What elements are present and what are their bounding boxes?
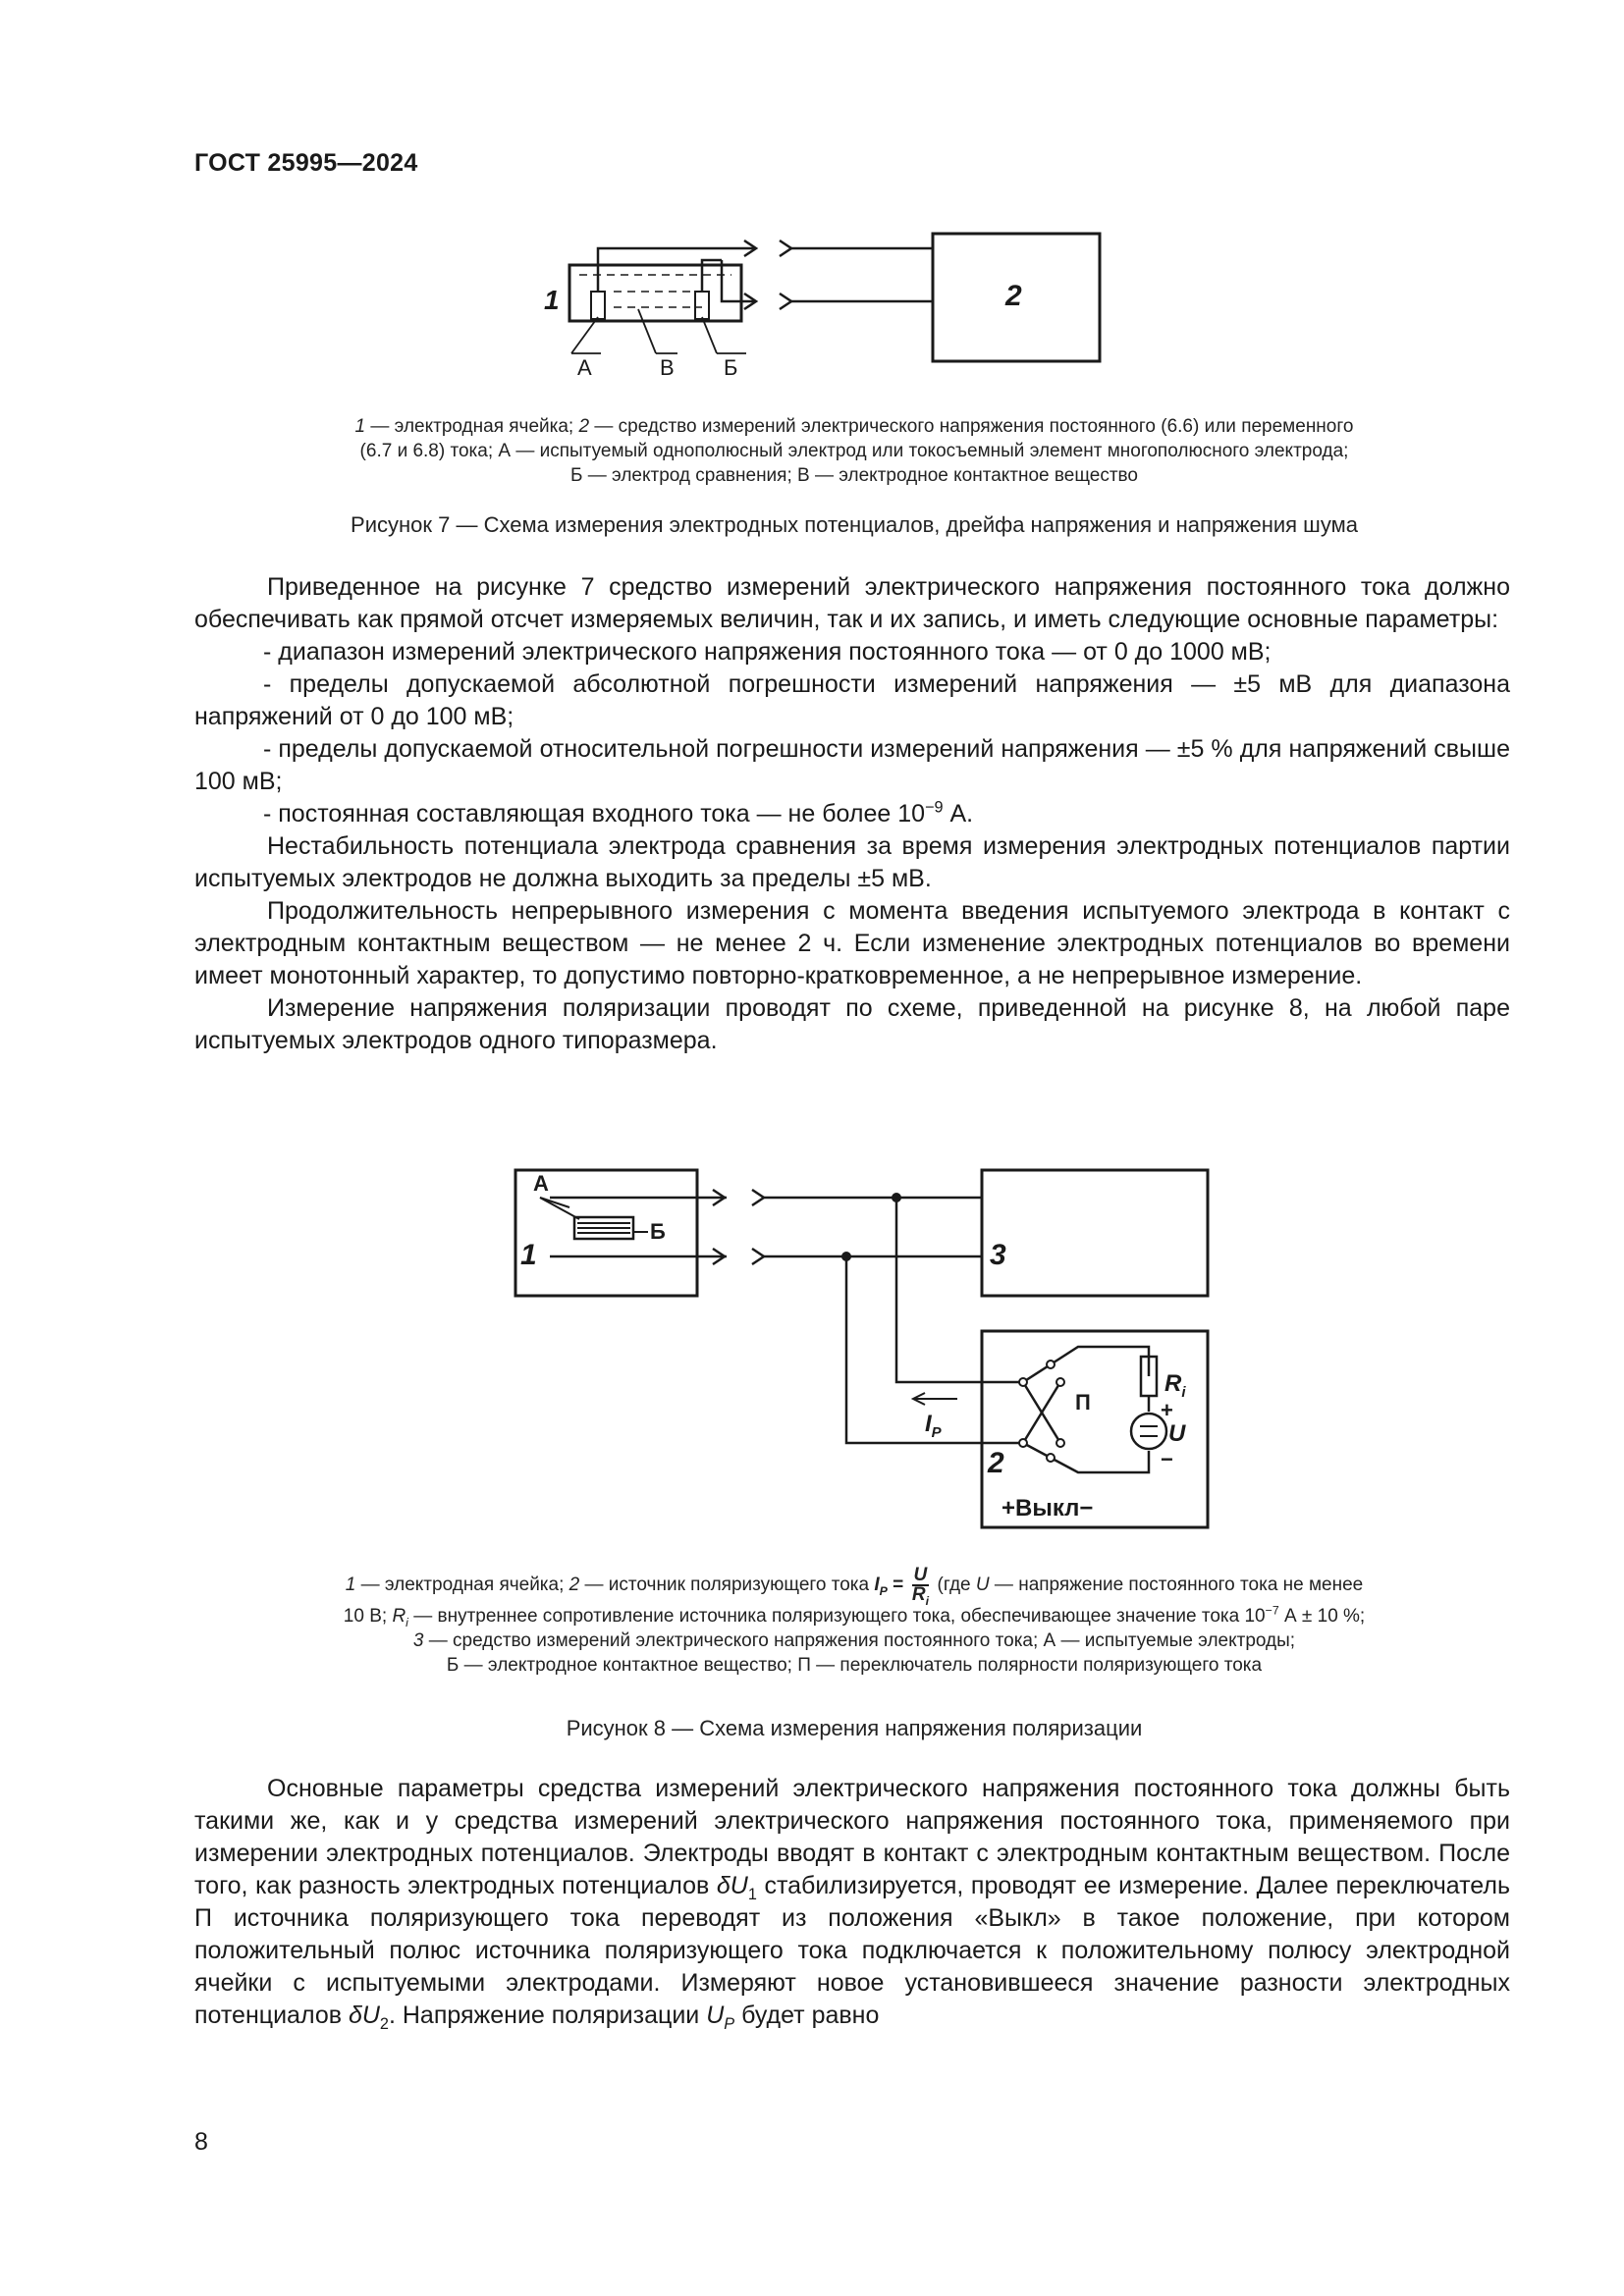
fig8-label-b: Б: [650, 1219, 666, 1244]
fig7-label-b: Б: [724, 355, 738, 380]
paragraph: Приведенное на рисунке 7 средство измерений электрического напряжения постоянного тока должно обеспечивать как прямой отсчет измеряемых величин, так и их запись, и иметь следующие основные параметры:: [194, 573, 1510, 633]
electrode-cell: [569, 265, 741, 321]
figure-7-caption: Рисунок 7 — Схема измерения электродных потенциалов, дрейфа напряжения и напряжения шума: [351, 512, 1358, 537]
fig7-label-2: 2: [1005, 280, 1022, 312]
figure-7-diagram: [530, 221, 1198, 388]
body-text-1: [194, 571, 1510, 1057]
fig8-label-plus: +: [1161, 1398, 1173, 1422]
electrode-b: [695, 292, 709, 319]
fig7-label-a: А: [577, 355, 592, 380]
wire-a: [598, 248, 756, 292]
figure-8-diagram: [501, 1158, 1227, 1541]
figure-7-legend: 1 — электродная ячейка; 2 — средство измерений электрического напряжения постоянного (6.6) или переменного (6.7 и 6.8) тока; А — испытуемый однополюсный электрод или токосъемный элемент многополюсного электрода; Б — электрод сравнения; В — электродное контактное вещество: [354, 416, 1354, 486]
fig8-label-1: 1: [520, 1239, 537, 1271]
paragraph: Основные параметры средства измерений электрического напряжения постоянного тока должны быть такими же, как и у средства измерений электрического напряжения постоянного тока, применяемого при измерении электродных потенциалов. Электроды вводят в контакт с электродным контактным веществом. После того, как разность электродных потенциалов $\delta U_1$ стабилизируется, проводят ее измерение. Далее переключатель П источника поляризующего тока переводят из положения «Выкл» в такое положение, при котором положительный полюс источника поляризующего тока подключается к положительному полюсу электродной ячейки с испытуемыми электродами. Измеряют новое установившееся значение разности электродных потенциалов $\delta U_2$. Напряжение поляризации $U_P$ будет равно: [194, 1775, 1510, 2033]
fig8-label-a: А: [533, 1171, 549, 1196]
fig8-label-p: П: [1075, 1390, 1091, 1415]
fig8-label-ip: $I_P$: [925, 1411, 942, 1441]
fig8-switch-label: +Выкл−: [1001, 1495, 1094, 1522]
paragraph: Нестабильность потенциала электрода сравнения за время измерения электродных потенциалов партии испытуемых электродов не должна выходить за пределы ±5 мВ.: [194, 832, 1510, 892]
list-item: - постоянная составляющая входного тока — не более $10^{-9}$ А.: [263, 798, 974, 828]
figure-8-legend: 1 — электродная ячейка; 2 — источник поляризующего тока $I_P$ = $\frac{U}{R_i}$ (где U — напряжение постоянного тока не менее 10 В; $R_i$ — внутреннее сопротивление источника поляризующего тока, обеспечивающее значение тока $10^{-7}$ А ± 10 %; 3 — средство измерений электрического напряжения постоянного тока; А — испытуемые электроды; Б — электродное контактное вещество; П — переключатель полярности поляризующего тока: [343, 1565, 1366, 1676]
paragraph: Продолжительность непрерывного измерения с момента введения испытуемого электрода в контакт с электродным контактным веществом — не менее 2 ч. Если изменение электродных потенциалов во времени имеет монотонный характер, то допустимо повторно-кратковременное, а не непрерывное измерение.: [194, 897, 1510, 989]
page-number: 8: [194, 2128, 208, 2156]
electrode-a: [591, 292, 605, 319]
list-item: - пределы допускаемой абсолютной погрешности измерений напряжения — ±5 мВ для диапазона напряжений от 0 до 100 мВ;: [194, 670, 1510, 730]
measuring-instrument-box: [982, 1170, 1208, 1296]
list-item: - пределы допускаемой относительной погрешности измерений напряжения — ±5 % для напряжений свыше 100 мВ;: [194, 735, 1510, 795]
fig8-label-ri: $R_i$: [1164, 1370, 1186, 1401]
body-text-2: [194, 1773, 1510, 2032]
document-header: ГОСТ 25995—2024: [194, 149, 418, 177]
paragraph: Измерение напряжения поляризации проводят по схеме, приведенной на рисунке 8, на любой паре испытуемых электродов одного типоразмера.: [194, 994, 1510, 1054]
fig7-label-1: 1: [544, 285, 560, 315]
list-item: - диапазон измерений электрического напряжения постоянного тока — от 0 до 1000 мВ;: [263, 638, 1272, 666]
fig8-label-3: 3: [990, 1239, 1006, 1271]
fig8-label-u: U: [1168, 1420, 1186, 1447]
figure-8-caption: Рисунок 8 — Схема измерения напряжения поляризации: [566, 1716, 1143, 1740]
fig8-label-2: 2: [988, 1447, 1004, 1479]
fig8-label-minus: −: [1161, 1447, 1173, 1471]
fig7-label-v: В: [660, 355, 675, 380]
